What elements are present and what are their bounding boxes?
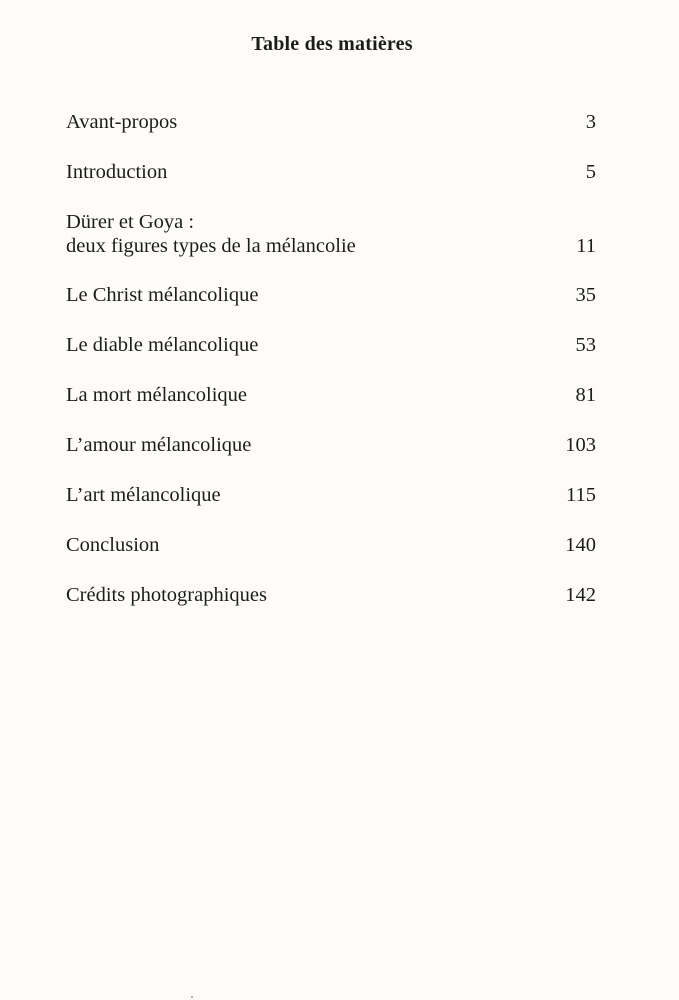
toc-entry-credits-photographiques [66, 583, 596, 607]
toc-entry-page-number: 5 [585, 161, 596, 183]
toc-entry-label: Le Christ mélancolique [66, 284, 259, 306]
toc-entry-label: Introduction [66, 161, 168, 183]
paper-speck [191, 996, 193, 998]
toc-entry-l-amour [66, 433, 596, 457]
toc-entry-label: La mort mélancolique [66, 384, 248, 406]
toc-entry-page-number: 53 [575, 334, 596, 356]
toc-entry-label: L’amour mélancolique [66, 434, 252, 456]
toc-entry-label: Crédits photographiques [66, 584, 267, 606]
toc-entry-page-number: 81 [575, 384, 596, 406]
toc-entry-page-number: 103 [565, 434, 596, 456]
toc-entry-durer-et-goya [66, 210, 596, 258]
toc-entry-page-number: 3 [585, 111, 596, 133]
toc-entry-introduction [66, 160, 596, 184]
toc-entry-page-number: 115 [566, 484, 596, 506]
toc-entry-page-number: 35 [575, 284, 596, 306]
page-title: Table des matières [251, 33, 413, 55]
toc-entry-label: Dürer et Goya : deux figures types de la mélancolie [66, 211, 356, 257]
toc-entry-le-diable [66, 333, 596, 357]
toc-entry-page-number: 11 [576, 235, 596, 257]
toc-entry-label: L’art mélancolique [66, 484, 221, 506]
toc-entry-label: Avant-propos [66, 111, 178, 133]
table-of-contents [66, 110, 596, 607]
toc-entry-page-number: 140 [565, 534, 596, 556]
toc-entry-avant-propos [66, 110, 596, 134]
toc-entry-page-number: 142 [565, 584, 596, 606]
toc-entry-label: Le diable mélancolique [66, 334, 259, 356]
toc-entry-la-mort [66, 383, 596, 407]
toc-entry-label: Conclusion [66, 534, 160, 556]
toc-entry-le-christ [66, 283, 596, 307]
toc-entry-l-art [66, 483, 596, 507]
toc-entry-conclusion [66, 533, 596, 557]
